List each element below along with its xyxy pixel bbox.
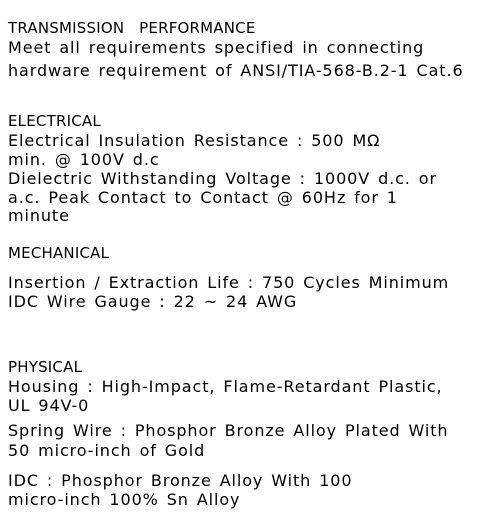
physical-line: IDC : Phosphor Bronze Alloy With 100 [8,471,353,490]
physical-line: 50 micro-inch of Gold [8,441,206,460]
transmission-line: Meet all requirements specified in connecting [8,38,425,57]
transmission-heading: TRANSMISSION PERFORMANCE [8,19,256,37]
transmission-line: hardware requirement of ANSI/TIA-568-B.2-1 Cat.6 [8,61,464,80]
physical-line: UL 94V-0 [8,396,90,415]
mechanical-heading: MECHANICAL [8,244,110,262]
mechanical-line: IDC Wire Gauge : 22 ~ 24 AWG [8,292,298,311]
electrical-line: Dielectric Withstanding Voltage : 1000V d.c. or [8,169,437,188]
electrical-line: min. @ 100V d.c [8,150,160,169]
physical-heading: PHYSICAL [8,358,83,376]
physical-line: Housing : High-Impact, Flame-Retardant Plastic, [8,377,443,396]
electrical-line: minute [8,206,70,225]
electrical-heading: ELECTRICAL [8,112,101,130]
electrical-line: Electrical Insulation Resistance : 500 MΩ [8,131,381,150]
electrical-line: a.c. Peak Contact to Contact @ 60Hz for 1 [8,188,398,207]
physical-line: micro-inch 100% Sn Alloy [8,490,241,509]
mechanical-line: Insertion / Extraction Life : 750 Cycles Minimum [8,273,450,292]
physical-line: Spring Wire : Phosphor Bronze Alloy Plated With [8,421,449,440]
